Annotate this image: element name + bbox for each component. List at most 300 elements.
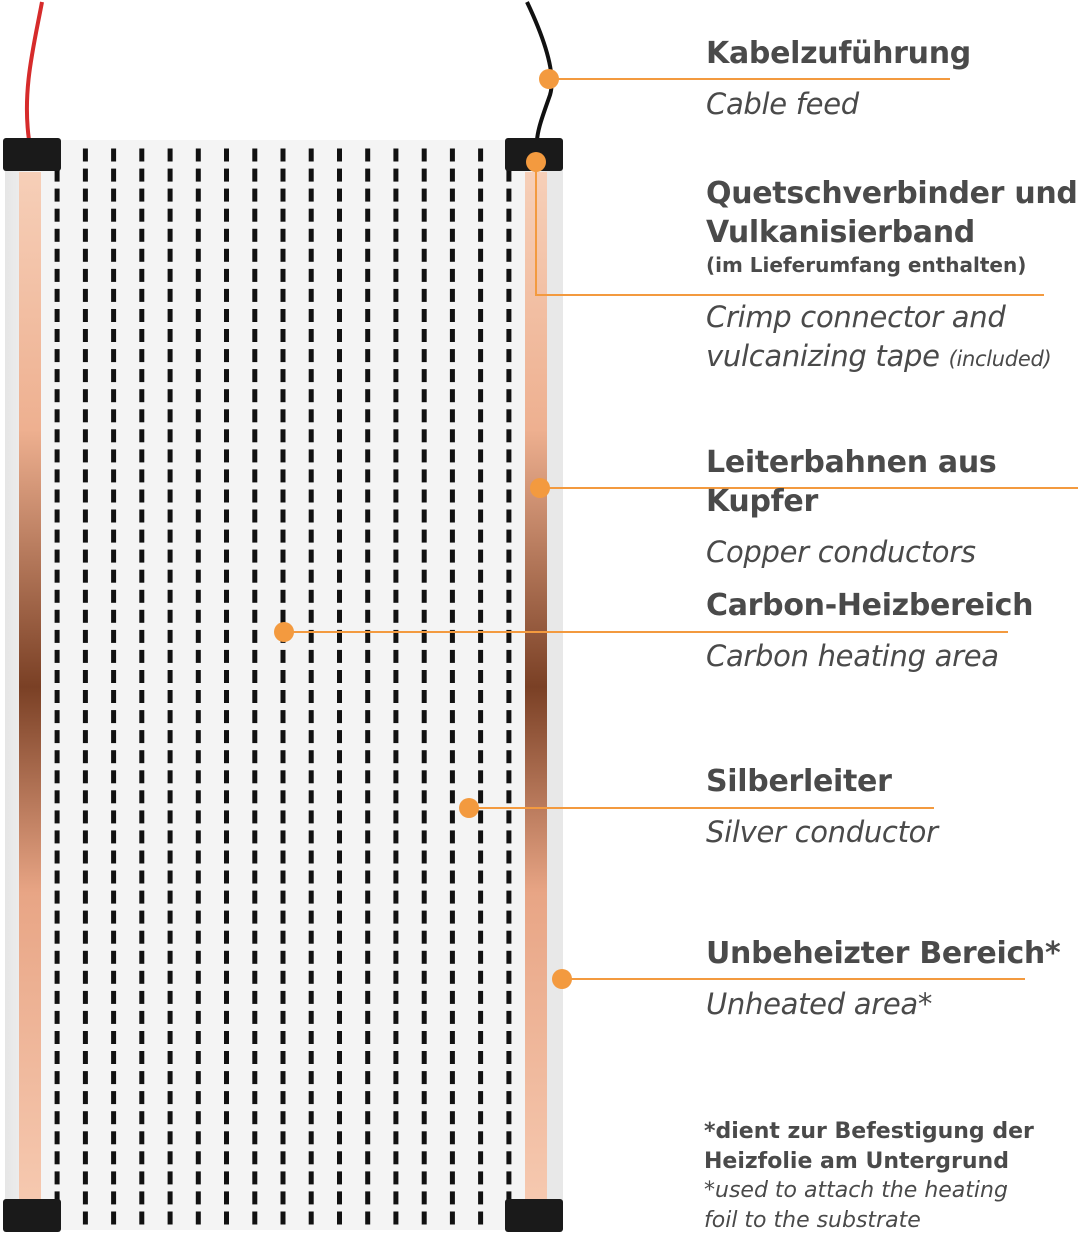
carbon-strip-segment	[478, 229, 483, 242]
carbon-strip-segment	[168, 389, 173, 402]
carbon-strip-segment	[139, 309, 144, 322]
carbon-strip-segment	[365, 911, 370, 924]
carbon-strip-segment	[422, 570, 427, 583]
carbon-strip-segment	[450, 1111, 455, 1124]
carbon-strip-segment	[393, 269, 398, 282]
carbon-strip-segment	[309, 670, 314, 683]
carbon-strip-segment	[83, 911, 88, 924]
carbon-strip-segment	[224, 269, 229, 282]
carbon-strip-segment	[224, 1051, 229, 1064]
label-en-crimp-line1: Crimp connector and	[706, 300, 1006, 334]
carbon-strip-segment	[393, 429, 398, 442]
carbon-strip-segment	[309, 1011, 314, 1024]
carbon-strip-segment	[196, 871, 201, 884]
carbon-strip-segment	[83, 530, 88, 543]
carbon-strip-segment	[478, 770, 483, 783]
carbon-strip-segment	[139, 1191, 144, 1204]
carbon-strip-segment	[196, 469, 201, 482]
carbon-strip-segment	[365, 570, 370, 583]
carbon-strip-segment	[168, 911, 173, 924]
carbon-strip-segment	[196, 810, 201, 823]
carbon-strip-segment	[337, 149, 342, 162]
carbon-strip-segment	[168, 750, 173, 763]
carbon-strip-segment	[252, 169, 257, 182]
carbon-strip-segment	[393, 650, 398, 663]
carbon-strip-segment	[309, 810, 314, 823]
carbon-strip-segment	[450, 449, 455, 462]
carbon-strip-segment	[196, 369, 201, 382]
carbon-strip-segment	[83, 590, 88, 603]
carbon-strip-segment	[83, 449, 88, 462]
carbon-strip-segment	[281, 469, 286, 482]
carbon-strip-segment	[196, 169, 201, 182]
carbon-strip-segment	[309, 1051, 314, 1064]
carbon-strip-segment	[111, 349, 116, 362]
carbon-strip-segment	[365, 530, 370, 543]
carbon-strip-segment	[450, 750, 455, 763]
carbon-strip-segment	[139, 610, 144, 623]
carbon-strip-segment	[139, 650, 144, 663]
carbon-strip-segment	[422, 1091, 427, 1104]
carbon-strip-segment	[111, 851, 116, 864]
carbon-strip-segment	[55, 510, 60, 523]
carbon-strip-segment	[55, 1031, 60, 1044]
carbon-strip-segment	[83, 790, 88, 803]
carbon-strip-segment	[196, 409, 201, 422]
carbon-strip-segment	[365, 1111, 370, 1124]
carbon-strip-segment	[478, 750, 483, 763]
carbon-strip-segment	[309, 991, 314, 1004]
carbon-strip-segment	[111, 249, 116, 262]
carbon-strip-segment	[83, 1111, 88, 1124]
carbon-strip-segment	[55, 389, 60, 402]
carbon-strip-segment	[83, 610, 88, 623]
carbon-strip-segment	[337, 810, 342, 823]
label-de-copper-conductors: Leiterbahnen aus Kupfer	[706, 445, 997, 519]
carbon-strip-segment	[139, 1011, 144, 1024]
carbon-strip-segment	[224, 750, 229, 763]
carbon-strip-segment	[393, 169, 398, 182]
carbon-strip-segment	[111, 1191, 116, 1204]
carbon-strip-segment	[309, 169, 314, 182]
carbon-strip-segment	[196, 209, 201, 222]
carbon-strip-segment	[252, 389, 257, 402]
carbon-strip-segment	[281, 550, 286, 563]
carbon-strip-segment	[252, 329, 257, 342]
carbon-strip-segment	[422, 209, 427, 222]
dot-crimp-connector	[526, 152, 546, 172]
carbon-strip-segment	[111, 951, 116, 964]
carbon-strip-segment	[83, 269, 88, 282]
carbon-strip-segment	[365, 329, 370, 342]
carbon-strip-segment	[111, 590, 116, 603]
carbon-strip-segment	[506, 469, 511, 482]
carbon-strip-segment	[337, 650, 342, 663]
carbon-strip-segment	[450, 189, 455, 202]
carbon-strip-segment	[337, 269, 342, 282]
carbon-strip-segment	[365, 971, 370, 984]
carbon-strip-segment	[168, 1212, 173, 1225]
carbon-strip-segment	[83, 851, 88, 864]
carbon-strip-segment	[83, 469, 88, 482]
carbon-strip-segment	[309, 1071, 314, 1084]
carbon-strip-segment	[450, 871, 455, 884]
carbon-strip-segment	[365, 750, 370, 763]
carbon-strip-segment	[478, 911, 483, 924]
carbon-strip-segment	[224, 790, 229, 803]
carbon-strip-segment	[422, 951, 427, 964]
carbon-strip-segment	[111, 750, 116, 763]
carbon-strip-segment	[365, 730, 370, 743]
carbon-strip-segment	[422, 1212, 427, 1225]
carbon-strip-segment	[196, 530, 201, 543]
carbon-strip-segment	[83, 891, 88, 904]
carbon-strip-segment	[309, 851, 314, 864]
carbon-strip-segment	[450, 530, 455, 543]
connector-top-left	[3, 138, 61, 171]
carbon-strip-segment	[224, 1011, 229, 1024]
carbon-strip-segment	[111, 409, 116, 422]
carbon-strip-segment	[139, 209, 144, 222]
carbon-strip-segment	[196, 630, 201, 643]
carbon-strip-segment	[281, 830, 286, 843]
carbon-strip-segment	[478, 851, 483, 864]
carbon-strip-segment	[111, 1171, 116, 1184]
carbon-strip-segment	[168, 510, 173, 523]
carbon-strip-segment	[478, 810, 483, 823]
carbon-strip-segment	[309, 349, 314, 362]
carbon-strip-segment	[55, 1011, 60, 1024]
carbon-strip-segment	[224, 510, 229, 523]
carbon-strip-segment	[337, 550, 342, 563]
carbon-strip-segment	[55, 790, 60, 803]
carbon-strip-segment	[55, 449, 60, 462]
carbon-strip-segment	[281, 610, 286, 623]
carbon-strip-segment	[281, 149, 286, 162]
carbon-strip-segment	[281, 269, 286, 282]
carbon-strip-segment	[478, 790, 483, 803]
carbon-strip-segment	[83, 750, 88, 763]
carbon-strip-segment	[337, 1071, 342, 1084]
carbon-strip-segment	[196, 670, 201, 683]
carbon-strip-segment	[55, 931, 60, 944]
carbon-strip-segment	[111, 770, 116, 783]
carbon-strip-segment	[365, 810, 370, 823]
carbon-strip-segment	[111, 911, 116, 924]
carbon-strip-segment	[422, 1071, 427, 1084]
carbon-strip-segment	[224, 1031, 229, 1044]
carbon-strip-segment	[168, 169, 173, 182]
carbon-strip-segment	[83, 1031, 88, 1044]
carbon-strip-segment	[506, 570, 511, 583]
carbon-strip-segment	[337, 891, 342, 904]
carbon-strip-segment	[478, 429, 483, 442]
carbon-strip-segment	[224, 349, 229, 362]
carbon-strip-segment	[281, 1151, 286, 1164]
carbon-strip-segment	[450, 830, 455, 843]
carbon-strip-segment	[309, 590, 314, 603]
carbon-strip-segment	[393, 851, 398, 864]
carbon-strip-segment	[139, 429, 144, 442]
carbon-strip-segment	[506, 891, 511, 904]
carbon-strip-segment	[506, 851, 511, 864]
carbon-strip-segment	[393, 409, 398, 422]
carbon-strip-segment	[224, 289, 229, 302]
carbon-strip-segment	[111, 570, 116, 583]
carbon-strip-segment	[224, 610, 229, 623]
carbon-strip-segment	[139, 490, 144, 503]
carbon-strip-segment	[422, 810, 427, 823]
carbon-strip-segment	[337, 911, 342, 924]
carbon-strip-segment	[450, 309, 455, 322]
carbon-strip-segment	[506, 750, 511, 763]
dot-copper-conductors	[530, 478, 550, 498]
carbon-strip-segment	[365, 1191, 370, 1204]
carbon-strip-segment	[55, 951, 60, 964]
carbon-strip-segment	[168, 830, 173, 843]
carbon-strip-segment	[393, 1171, 398, 1184]
carbon-strip-segment	[111, 1111, 116, 1124]
carbon-strip-segment	[337, 590, 342, 603]
carbon-strip-segment	[478, 169, 483, 182]
carbon-strip-segment	[337, 429, 342, 442]
carbon-strip-segment	[224, 851, 229, 864]
carbon-strip-segment	[111, 469, 116, 482]
carbon-strip-segment	[111, 329, 116, 342]
carbon-strip-segment	[139, 830, 144, 843]
carbon-strip-segment	[422, 249, 427, 262]
carbon-strip-segment	[422, 389, 427, 402]
carbon-strip-segment	[337, 249, 342, 262]
connector-bottom-left	[3, 1199, 61, 1232]
carbon-strip-segment	[252, 449, 257, 462]
carbon-strip-segment	[422, 690, 427, 703]
carbon-strip-segment	[450, 570, 455, 583]
carbon-strip-segment	[111, 1151, 116, 1164]
carbon-strip-segment	[224, 730, 229, 743]
carbon-strip-segment	[139, 710, 144, 723]
carbon-strip-segment	[224, 530, 229, 543]
carbon-strip-segment	[393, 530, 398, 543]
carbon-strip-segment	[55, 971, 60, 984]
carbon-strip-segment	[252, 1171, 257, 1184]
carbon-strip-segment	[111, 1051, 116, 1064]
carbon-strip-segment	[478, 710, 483, 723]
carbon-strip-segment	[168, 249, 173, 262]
carbon-strip-segment	[139, 1031, 144, 1044]
carbon-strip-segment	[196, 931, 201, 944]
carbon-strip-segment	[224, 189, 229, 202]
carbon-strip-segment	[196, 730, 201, 743]
carbon-strip-segment	[506, 449, 511, 462]
carbon-strip-segment	[422, 229, 427, 242]
carbon-strip-segment	[506, 189, 511, 202]
carbon-strip-segment	[478, 570, 483, 583]
carbon-strip-segment	[450, 389, 455, 402]
carbon-strip-segment	[55, 1151, 60, 1164]
carbon-strip-segment	[224, 550, 229, 563]
carbon-strip-segment	[506, 710, 511, 723]
carbon-strip-segment	[365, 770, 370, 783]
carbon-strip-segment	[478, 1171, 483, 1184]
carbon-strip-segment	[506, 1111, 511, 1124]
carbon-strip-segment	[281, 951, 286, 964]
carbon-strip-segment	[450, 369, 455, 382]
carbon-strip-segment	[337, 409, 342, 422]
carbon-strip-segment	[55, 530, 60, 543]
carbon-strip-segment	[450, 1091, 455, 1104]
carbon-strip-segment	[309, 490, 314, 503]
carbon-strip-segment	[450, 349, 455, 362]
carbon-strip-segment	[506, 1151, 511, 1164]
carbon-strip-segment	[365, 209, 370, 222]
carbon-strip-segment	[196, 149, 201, 162]
carbon-strip-segment	[422, 530, 427, 543]
carbon-strip-segment	[83, 1191, 88, 1204]
carbon-strip-segment	[281, 670, 286, 683]
carbon-strip-segment	[252, 590, 257, 603]
carbon-strip-segment	[506, 951, 511, 964]
carbon-strip-segment	[450, 1071, 455, 1084]
carbon-strip-segment	[422, 1111, 427, 1124]
carbon-strip-segment	[139, 550, 144, 563]
carbon-strip-segment	[337, 730, 342, 743]
carbon-strip-segment	[365, 1151, 370, 1164]
carbon-strip-segment	[337, 790, 342, 803]
carbon-strip-segment	[55, 891, 60, 904]
carbon-strip-segment	[393, 991, 398, 1004]
carbon-strip-segment	[365, 690, 370, 703]
carbon-strip-segment	[139, 911, 144, 924]
carbon-strip-segment	[83, 1212, 88, 1225]
carbon-strip-segment	[139, 1091, 144, 1104]
carbon-strip-segment	[478, 490, 483, 503]
carbon-strip-segment	[55, 409, 60, 422]
carbon-strip-segment	[196, 229, 201, 242]
carbon-strip-segment	[450, 710, 455, 723]
carbon-strip-segment	[450, 690, 455, 703]
carbon-strip-segment	[506, 550, 511, 563]
carbon-strip-segment	[168, 690, 173, 703]
carbon-strip-segment	[478, 670, 483, 683]
carbon-strip-segment	[168, 851, 173, 864]
footnote-en-line2: foil to the substrate	[704, 1207, 921, 1233]
carbon-strip-segment	[478, 409, 483, 422]
carbon-strip-segment	[252, 1212, 257, 1225]
label-en-crimp-note: (included)	[948, 347, 1052, 371]
carbon-strip-segment	[252, 911, 257, 924]
carbon-strip-segment	[450, 971, 455, 984]
carbon-strip-segment	[111, 269, 116, 282]
carbon-strip-segment	[111, 550, 116, 563]
carbon-strip-segment	[83, 490, 88, 503]
carbon-strip-segment	[422, 590, 427, 603]
callout-crimp-connector	[706, 174, 1078, 379]
carbon-strip-segment	[506, 790, 511, 803]
carbon-strip-segment	[506, 269, 511, 282]
carbon-strip-segment	[252, 369, 257, 382]
carbon-strip-segment	[309, 329, 314, 342]
carbon-strip-segment	[281, 570, 286, 583]
carbon-strip-segment	[365, 670, 370, 683]
carbon-strip-segment	[281, 1131, 286, 1144]
dot-cable-feed	[539, 69, 559, 89]
carbon-strip-segment	[478, 550, 483, 563]
carbon-strip-segment	[111, 991, 116, 1004]
carbon-strip-segment	[450, 329, 455, 342]
carbon-strip-segment	[309, 449, 314, 462]
carbon-strip-segment	[168, 891, 173, 904]
carbon-strip-segment	[252, 429, 257, 442]
carbon-strip-segment	[252, 309, 257, 322]
carbon-strip-segment	[252, 570, 257, 583]
carbon-strip-segment	[139, 329, 144, 342]
carbon-strip-segment	[139, 670, 144, 683]
carbon-strip-segment	[281, 369, 286, 382]
carbon-strip-segment	[281, 690, 286, 703]
carbon-strip-segment	[224, 249, 229, 262]
carbon-strip-segment	[168, 790, 173, 803]
carbon-strip-segment	[252, 490, 257, 503]
carbon-strip-segment	[365, 229, 370, 242]
carbon-strip-segment	[478, 329, 483, 342]
carbon-strip-segment	[252, 1011, 257, 1024]
carbon-strip-segment	[478, 289, 483, 302]
carbon-strip-segment	[422, 790, 427, 803]
carbon-strip-segment	[224, 690, 229, 703]
carbon-strip-segment	[337, 329, 342, 342]
carbon-strip-segment	[365, 1131, 370, 1144]
carbon-strip-segment	[168, 329, 173, 342]
carbon-strip-segment	[168, 550, 173, 563]
carbon-strip-segment	[337, 670, 342, 683]
carbon-strip-segment	[365, 830, 370, 843]
carbon-strip-segment	[111, 871, 116, 884]
carbon-strip-segment	[252, 409, 257, 422]
carbon-strip-segment	[393, 690, 398, 703]
carbon-strip-segment	[168, 810, 173, 823]
carbon-strip-segment	[422, 1171, 427, 1184]
carbon-strip-segment	[55, 1091, 60, 1104]
carbon-strip-segment	[450, 229, 455, 242]
carbon-strip-segment	[393, 550, 398, 563]
carbon-strip-segment	[55, 369, 60, 382]
carbon-strip-segment	[83, 229, 88, 242]
carbon-strip-segment	[506, 389, 511, 402]
carbon-strip-segment	[422, 830, 427, 843]
carbon-strip-segment	[365, 429, 370, 442]
carbon-strip-segment	[393, 1071, 398, 1084]
carbon-strip-segment	[224, 1212, 229, 1225]
carbon-strip-segment	[281, 1011, 286, 1024]
carbon-strip-segment	[281, 851, 286, 864]
carbon-strip-segment	[393, 369, 398, 382]
carbon-strip-segment	[252, 610, 257, 623]
carbon-strip-segment	[478, 530, 483, 543]
carbon-strip-segment	[450, 1131, 455, 1144]
carbon-strip-segment	[281, 249, 286, 262]
carbon-strip-segment	[224, 1171, 229, 1184]
carbon-strip-segment	[196, 570, 201, 583]
carbon-strip-segment	[506, 429, 511, 442]
carbon-strip-segment	[196, 770, 201, 783]
carbon-strip-segment	[309, 1031, 314, 1044]
carbon-strip-segment	[224, 911, 229, 924]
carbon-strip-segment	[478, 389, 483, 402]
carbon-strip-segment	[309, 269, 314, 282]
carbon-strip-segment	[196, 1091, 201, 1104]
carbon-strip-segment	[168, 630, 173, 643]
